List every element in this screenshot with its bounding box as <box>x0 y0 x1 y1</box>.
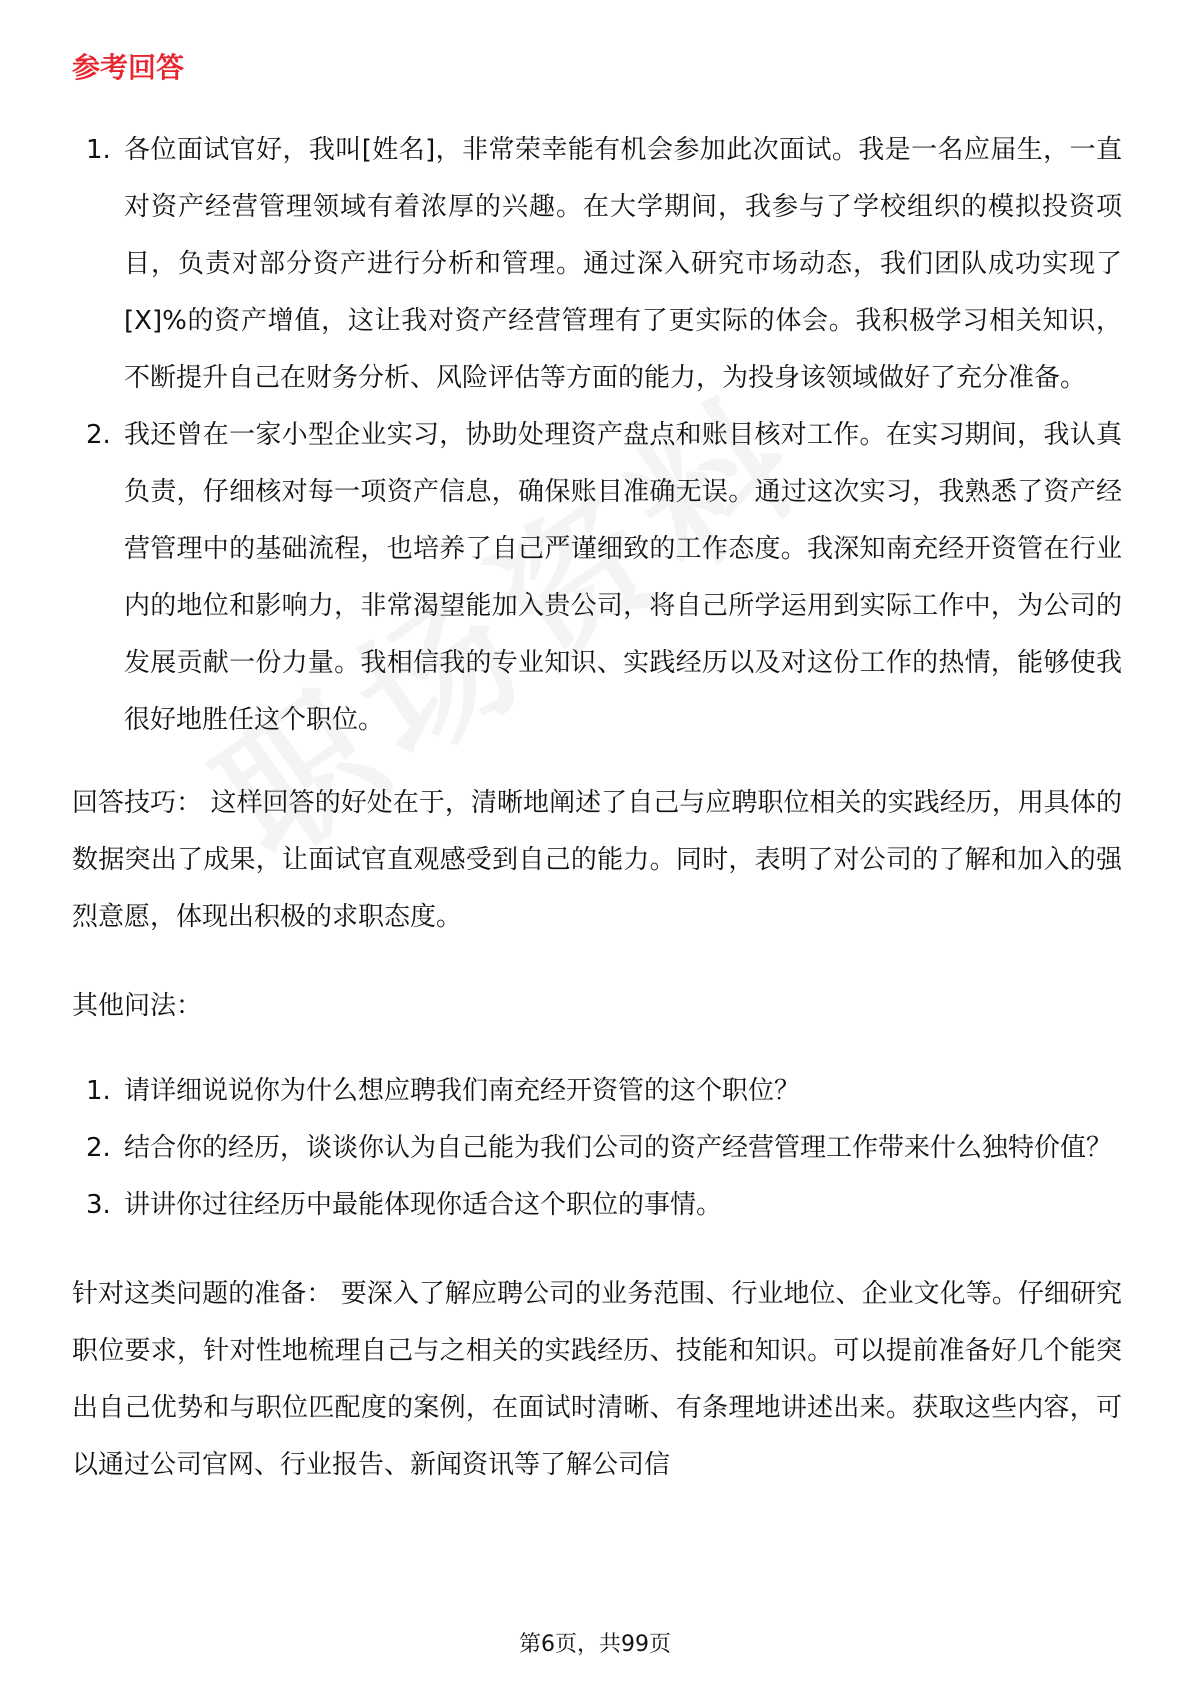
question-list <box>72 1063 1122 1234</box>
answer-item <box>72 122 1122 407</box>
page-content <box>72 48 1122 1494</box>
list-number: 3. <box>86 1190 111 1220</box>
preparation-paragraph: 针对这类问题的准备： 要深入了解应聘公司的业务范围、行业地位、企业文化等。仔细研究职位要求，针对性地梳理自己与之相关的实践经历、技能和知识。可以提前准备好几个能突出自己优势和与职位匹配度的案例，在面试时清晰、有条理地讲述出来。获取这些内容，可以通过公司官网、行业报告、新闻资讯等了解公司信 <box>72 1279 1122 1480</box>
other-questions-label: 其他问法： <box>72 991 203 1021</box>
page-footer: 第6页，共99页 <box>519 1632 671 1657</box>
question-item <box>72 1063 1122 1120</box>
answer-tips: 回答技巧： 这样回答的好处在于，清晰地阐述了自己与应聘职位相关的实践经历，用具体的数据突出了成果，让面试官直观感受到自己的能力。同时，表明了对公司的了解和加入的强烈意愿，体现出积极的求职态度。 <box>72 788 1122 932</box>
question-item <box>72 1177 1122 1234</box>
answer-text: 我还曾在一家小型企业实习，协助处理资产盘点和账目核对工作。在实习期间，我认真负责，仔细核对每一项资产信息，确保账目准确无误。通过这次实习，我熟悉了资产经营管理中的基础流程，也培养了自己严谨细致的工作态度。我深知南充经开资管在行业内的地位和影响力，非常渴望能加入贵公司，将自己所学运用到实际工作中，为公司的发展贡献一份力量。我相信我的专业知识、实践经历以及对这份工作的热情，能够使我很好地胜任这个职位。 <box>124 420 1122 735</box>
answer-text: 各位面试官好，我叫[姓名]，非常荣幸能有机会参加此次面试。我是一名应届生，一直对资产经营管理领域有着浓厚的兴趣。在大学期间，我参与了学校组织的模拟投资项目，负责对部分资产进行分析和管理。通过深入研究市场动态，我们团队成功实现了[X]%的资产增值，这让我对资产经营管理有了更实际的体会。我积极学习相关知识，不断提升自己在财务分析、风险评估等方面的能力，为投身该领域做好了充分准备。 <box>124 135 1122 393</box>
question-item <box>72 1120 1122 1177</box>
answer-list <box>72 122 1122 749</box>
question-text: 讲讲你过往经历中最能体现你适合这个职位的事情。 <box>124 1190 723 1220</box>
list-number: 1. <box>86 135 111 165</box>
section-title: 参考回答 <box>72 51 185 84</box>
question-text: 请详细说说你为什么想应聘我们南充经开资管的这个职位？ <box>124 1076 801 1106</box>
question-text: 结合你的经历，谈谈你认为自己能为我们公司的资产经营管理工作带来什么独特价值？ <box>124 1133 1113 1163</box>
answer-item <box>72 407 1122 749</box>
list-number: 2. <box>86 1133 111 1163</box>
list-number: 1. <box>86 1076 111 1106</box>
list-number: 2. <box>86 420 111 450</box>
